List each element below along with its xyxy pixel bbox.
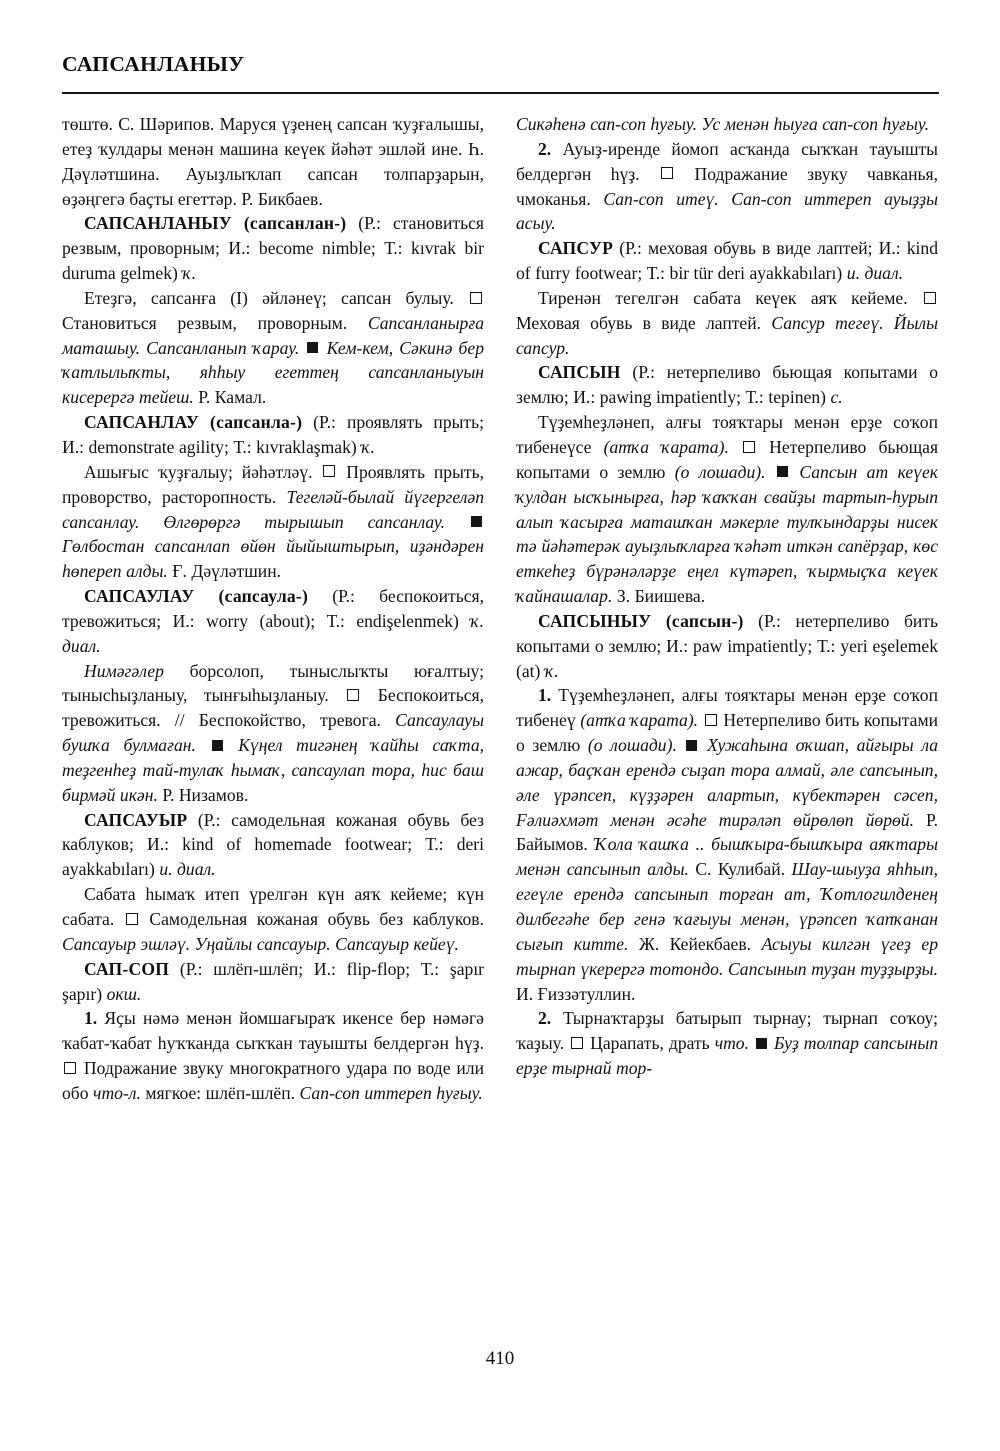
gloss-en: paw impatiently; xyxy=(693,635,813,656)
gloss-ru-label: Р.: xyxy=(185,958,203,979)
gloss-en: flip-flop; xyxy=(346,958,411,979)
gloss-en: demonstrate agility; xyxy=(88,436,229,457)
entry-sapsyn-body xyxy=(516,410,938,609)
gloss-ru: проявлять прыть; xyxy=(346,412,485,433)
entry-sapsauyr-body xyxy=(62,882,484,957)
entry-sap-sop-head: САП-СОП (Р.: шлёп-шлёп; И.: flip-flop; Т.: şapır şapır) окш. xyxy=(62,958,485,1004)
citation-author-2: С. Кулибай. xyxy=(695,859,786,880)
gloss-tr: kıvraklaşmak) xyxy=(256,436,357,457)
definition-russian: Проявлять прыть, проворство, расторопность. xyxy=(62,461,484,507)
gloss-ru: шлёп-шлёп; xyxy=(213,958,304,979)
usage-examples: Сапсаулауы бушҡа булмаған. xyxy=(62,710,484,756)
citation-author: Р. Камал. xyxy=(198,387,267,408)
definition-bashkir: Яҫы нәмә менән йомшағыраҡ икенсе бер нәмәгә ҡабат-ҡабат һуҡҡанда сыҡҡан тауышты белдергән һүҙ. xyxy=(62,1008,484,1054)
gloss-ru: становиться резвым, проворным; xyxy=(62,213,485,259)
definition-russian: Нетерпеливо бить копытами о землю xyxy=(516,710,938,756)
part-of-speech: ҡ. xyxy=(182,263,197,284)
entry-sap-sop-sense-2 xyxy=(516,137,938,236)
gloss-ru: нетерпеливо бить копытами о землю; xyxy=(516,610,939,656)
definition-russian-italic: что. xyxy=(714,1033,749,1054)
headword: САПСАУЛАУ xyxy=(84,586,195,607)
gloss-tr-label: Т.: xyxy=(384,238,403,259)
usage-note: диал. xyxy=(62,635,101,656)
usage-note: диал. xyxy=(864,263,904,284)
definition-russian: Подражание звуку многократного удара по воде или обо xyxy=(62,1058,485,1103)
gloss-ru-label: Р.: xyxy=(364,213,381,234)
definition-russian: Беспокоиться, тревожиться. // Беспокойство, тревога. xyxy=(62,685,485,731)
gloss-tr: kıvrak bir duruma gelmek) xyxy=(62,238,485,284)
open-square-marker xyxy=(347,689,359,701)
headword: САПСАУЫР xyxy=(84,809,188,830)
sense-number: 2. xyxy=(538,1008,552,1029)
citation-author-4: И. Ғиззәтуллин. xyxy=(516,983,636,1004)
gloss-tr: yeri eşelemek (at) xyxy=(516,635,939,681)
gloss-en-label: И.: xyxy=(228,238,251,259)
headword: САПСУР xyxy=(538,238,614,259)
gloss-tr: endişelenmek) xyxy=(356,610,459,631)
gloss-tr: şapır şapır) xyxy=(62,958,485,1004)
citation-author-3: Ж. Кейекбаев. xyxy=(638,933,752,954)
gloss-ru-label: Р.: xyxy=(764,610,781,631)
headword: САП-СОП xyxy=(84,958,170,979)
gloss-en: become nimble; xyxy=(258,238,376,259)
headword-stem: (сапсаула-) xyxy=(218,586,309,607)
citation-text: Кем-кем, Сәкинә бер ҡатлылыҡты, яһһыу егеттең сапсанланыуын кисерергә тейеш. xyxy=(62,337,484,408)
definition-bashkir: Ауыҙ-иренде йомоп асҡанда сыҡҡан тауышты белдергән һүҙ. xyxy=(516,138,938,184)
definition-bashkir: Түҙемһеҙләнеп, алғы тояҡтары менән ерҙе соҡоп тибенеүсе xyxy=(516,412,938,457)
gloss-ru-label: Р.: xyxy=(203,809,221,830)
entry-sapsyn-head: САПСЫН (Р.: нетерпеливо бьющая копытами о землю; И.: pawing impatiently; Т.: tepinen) с. xyxy=(516,362,939,408)
entry-sapsynyu-sense-2 xyxy=(516,1006,938,1081)
definition-russian: Подражание звуку чавканья, чмоканья. xyxy=(516,163,939,209)
citation-text: Буҙ толпар сапсынып ерҙе тырнай тор- xyxy=(516,1033,939,1079)
headword-stem: (сапсанлан-) xyxy=(243,213,347,234)
definition-bashkir: Сабата һымаҡ итеп үрелгән күн аяҡ кейеме; күн сабата. xyxy=(62,884,484,929)
definition-russian-italic: что-л. xyxy=(93,1082,141,1103)
filled-square-marker xyxy=(777,466,788,477)
part-of-speech: с. xyxy=(830,387,843,408)
gloss-en-label: И.: xyxy=(62,436,84,457)
gloss-ru: беспокоиться, тревожиться; xyxy=(62,586,485,631)
entry-sapsauyr-head: САПСАУЫР (Р.: самодельная кожаная обувь без каблуков; И.: kind of homemade footwear; Т.: deri ayakkabıları) и. диал. xyxy=(62,809,485,880)
sense-number: 1. xyxy=(84,1008,98,1029)
open-square-marker xyxy=(705,714,717,726)
gloss-en: kind of homemade footwear; xyxy=(182,834,413,855)
citation-author: Р. Низамов. xyxy=(162,784,249,805)
gloss-tr: tepinen) xyxy=(768,387,826,408)
definition-russian: Становиться резвым, проворным. xyxy=(62,312,348,333)
entry-sapsynyu-head: САПСЫНЫУ (сапсын-) (Р.: нетерпеливо бить копытами о землю; И.: paw impatiently; Т.: yeri eşelemek (at) ҡ. xyxy=(516,610,939,681)
filled-square-marker xyxy=(686,740,697,751)
citation-author: Ғ. Дәүләтшин. xyxy=(172,561,282,582)
gloss-ru: самодельная кожаная обувь без каблуков; xyxy=(62,809,485,855)
entry-sapsur-head: САПСУР (Р.: меховая обувь в виде лаптей; И.: kind of furry footwear; Т.: bir tür deri ayakkabıları) и. диал. xyxy=(516,238,939,284)
definition-russian-tail: мягкое: шлёп-шлёп. xyxy=(145,1082,296,1103)
usage-examples: Сикәһенә сап-соп һуғыу. Ус менән һыуға сап-соп һуғыу. xyxy=(516,114,930,134)
gloss-tr-label: Т.: xyxy=(745,387,764,408)
gloss-ru-label: Р.: xyxy=(625,238,642,259)
definition-russian-paren: (о лошади). xyxy=(674,461,766,482)
definition-russian-paren: (о лошади). xyxy=(587,735,677,756)
citation-text: Гөлбостан сапсанлап өйөн йыйыштырып, иҙәндәрен һөпереп алды. xyxy=(62,536,484,582)
continuation-text: төштө. С. Шәрипов. Маруся үҙенең сапсан ҡуҙғалышы, етеҙ ҡулдары менән машина кеүек йәһәт эшләй ине. Һ. Дәүләтшина. Ауыҙлыҡлап сапсан толпарҙарын, өҙәңгегә баҫты егеттәр. Р. Бикбаев. xyxy=(62,114,484,209)
citation-text-2: Ҡола ҡашҡа .. бышҡыра-бышҡыра аяҡтары менән сапсынып алды. xyxy=(516,834,939,880)
gloss-ru: меховая обувь в виде лаптей; xyxy=(648,238,873,259)
filled-square-marker xyxy=(307,342,318,353)
open-square-marker xyxy=(323,465,335,477)
citation-text-3: Шау-шыуҙа яһһып, егеүле ерендә сапсынып торған ат, Ҡотлогилденең дилбегәһе бер генә ҡағыуы менән, үрәпсеп ҡапҡанан сығып китте. xyxy=(516,859,939,954)
definition-bashkir: Тырнаҡтарҙы батырып тырнау; тырнап соҡоу; ҡаҙыу. xyxy=(516,1008,939,1054)
usage-examples: Сапсур тегеү. Йылы сапсур. xyxy=(516,312,938,358)
gloss-ru: нетерпеливо бьющая копытами о землю; xyxy=(516,362,939,408)
open-square-marker xyxy=(470,292,482,304)
gloss-tr-label: Т.: xyxy=(646,263,666,284)
gloss-ru-label: Р.: xyxy=(319,412,336,433)
definition-bashkir-lead: Нимәгәлер xyxy=(84,660,164,681)
sense-number: 1. xyxy=(538,685,552,706)
gloss-tr-label: Т.: xyxy=(420,958,440,979)
citation-author: З. Биишева. xyxy=(616,586,706,607)
gloss-tr: bir tür deri ayakkabıları) xyxy=(669,263,843,284)
citation-text: Сапсын ат кеүек ҡулдан ысҡынырға, һәр ҡаҡҡан свайҙы тартып-һурып алып ҡасырға маташҡан мәкерле тулҡындарҙы нисек тә йәһәтерәк ауыҙлыҡларға ҡәһәт иткән сапёрҙар, көс еткеһеҙ бүрәнәләрҙе еңел күтәреп, ҡырмыҫҡа кеүек ҡайнашалар. xyxy=(516,461,939,607)
open-square-marker xyxy=(126,913,138,925)
headword: САПСЫНЫУ xyxy=(538,610,652,631)
definition-bashkir: Етеҙгә, сапсанға (I) әйләнеү; сапсан булыу. xyxy=(84,287,454,308)
citation-text: Хужаһына оҡшап, айғыры ла ажар, баҫҡан ерендә сыҙап тора алмай, әле сапсынып, әле үрәпсеп, күҙҙәрен алартып, күбектәрен сәсеп, Fәлиәхмәт менән әсәһе тирәләп өйрөлөп йөрөй. xyxy=(516,735,939,830)
right-column xyxy=(516,112,938,1106)
sense-number: 2. xyxy=(538,138,552,159)
gloss-en-label: И.: xyxy=(666,635,689,656)
open-square-marker xyxy=(571,1037,583,1049)
entry-sapsaulau-body xyxy=(62,659,484,808)
usage-examples: Сапсауыр эшләү. Уңайлы сапсауыр. Сапсауыр кейеү. xyxy=(62,933,459,954)
gloss-tr-label: Т.: xyxy=(425,834,444,855)
left-column xyxy=(62,112,484,1106)
usage-examples: Сапсанланырға маташыу. Сапсанланып ҡарау. xyxy=(62,312,485,358)
entry-sapsur-body xyxy=(516,286,938,361)
definition-bashkir-paren: (атҡа ҡарата). xyxy=(603,436,729,457)
definition-russian: Самодельная кожаная обувь без каблуков. xyxy=(149,909,484,929)
gloss-tr-label: Т.: xyxy=(817,635,836,656)
part-of-speech: ҡ. xyxy=(470,610,485,631)
usage-note: диал. xyxy=(177,859,216,880)
gloss-tr-label: Т.: xyxy=(326,610,345,631)
filled-square-marker xyxy=(212,740,223,751)
gloss-en: pawing impatiently; xyxy=(599,387,742,408)
gloss-ru-label: Р.: xyxy=(338,586,355,607)
part-of-speech: ҡ. xyxy=(544,660,559,681)
open-square-marker xyxy=(661,167,673,179)
definition-russian: Нетерпеливо бьющая копытами о землю xyxy=(516,436,939,482)
headword: САПСЫН xyxy=(538,362,621,383)
entry-continuation xyxy=(62,112,484,211)
definition-bashkir: Түҙемһеҙләнеп, алғы тояҡтары менән ерҙе соҡоп тибенеү xyxy=(516,685,939,731)
definition-bashkir: Ашығыс ҡуҙғалыу; йәһәтләү. xyxy=(84,461,313,482)
open-square-marker xyxy=(924,292,936,304)
headword: САПСАНЛАНЫУ xyxy=(84,213,232,234)
citation-text: Күңел тигәнең ҡайһы саҡта, теҙгенһеҙ тай-тулаҡ һымаҡ, сапсаулап тора, һис баш бирмәй икән. xyxy=(62,735,485,805)
gloss-en-label: И.: xyxy=(878,238,901,259)
filled-square-marker xyxy=(756,1038,767,1049)
page-number: 410 xyxy=(485,1348,515,1369)
gloss-en-label: И.: xyxy=(573,387,596,408)
header-rule xyxy=(62,92,939,94)
usage-examples: Тегеләй-былай йүгергеләп сапсанлау. Өлгөрөргә тырышып сапсанлау. xyxy=(62,486,485,532)
gloss-tr: deri ayakkabıları) xyxy=(62,834,485,880)
entry-continuation xyxy=(516,112,938,137)
gloss-en-label: И.: xyxy=(313,958,336,979)
filled-square-marker xyxy=(471,516,482,527)
part-of-speech: и. xyxy=(159,859,173,880)
headword-stem: (сапсын-) xyxy=(665,610,744,631)
gloss-en-label: И.: xyxy=(172,610,195,631)
entry-sapsynyu-sense-1 xyxy=(516,683,938,1006)
open-square-marker xyxy=(64,1062,76,1074)
entry-sapsanlanyu-head: САПСАНЛАНЫУ (сапсанлан-) (Р.: становиться резвым, проворным; И.: become nimble; Т.: kıvrak bir duruma gelmek) ҡ. xyxy=(62,213,485,284)
entry-sapsanlau-head: САПСАНЛАУ (сапсанла-) (Р.: проявлять прыть; И.: demonstrate agility; Т.: kıvraklaşmak) ҡ. xyxy=(62,412,485,457)
two-column-body xyxy=(62,112,939,1106)
entry-sapsaulau-head: САПСАУЛАУ (сапсаула-) (Р.: беспокоиться, тревожиться; И.: worry (about); Т.: endişelenmek) ҡ. диал. xyxy=(62,586,485,656)
usage-examples: Сап-соп итеү. Сап-соп иттереп ауыҙҙы асыу. xyxy=(516,188,938,234)
citation-author: Р. Байымов. xyxy=(516,809,938,855)
gloss-en-label: И.: xyxy=(146,834,169,855)
gloss-en: kind of furry footwear; xyxy=(516,238,939,284)
gloss-ru-label: Р.: xyxy=(638,362,656,383)
citation-text-4: Асыуы килгән үгеҙ ер тырнап үкерергә тотондо. Сапсынып туҙан туҙҙырҙы. xyxy=(516,933,939,979)
definition-bashkir: борсолоп, тыныслыҡты юғалтыу; тынысһыҙланыу, тынғыһыҙланыу. xyxy=(62,660,485,706)
definition-bashkir: Тиренән тегелгән сабата кеүек аяҡ кейеме. xyxy=(538,287,908,308)
definition-bashkir-paren: (атҡа ҡарата). xyxy=(580,710,699,731)
entry-sapsanlanyu-body xyxy=(62,286,484,410)
headword: САПСАНЛАУ xyxy=(84,412,199,433)
headword-stem: (сапсанла-) xyxy=(210,412,303,433)
part-of-speech: и. xyxy=(846,263,860,284)
entry-sap-sop-sense-1 xyxy=(62,1006,484,1105)
open-square-marker xyxy=(743,441,755,453)
usage-examples: Сап-соп иттереп һуғыу. xyxy=(299,1082,483,1103)
running-head: САПСАНЛАНЫУ xyxy=(62,52,245,76)
entry-sapsanlau-body xyxy=(62,460,484,584)
gloss-en: worry (about); xyxy=(206,610,316,631)
usage-note: окш. xyxy=(106,983,142,1004)
definition-russian: Меховая обувь в виде лаптей. xyxy=(516,312,762,333)
gloss-tr-label: Т.: xyxy=(233,436,252,457)
part-of-speech: ҡ. xyxy=(361,436,375,457)
definition-russian: Царапать, драть xyxy=(590,1033,710,1054)
